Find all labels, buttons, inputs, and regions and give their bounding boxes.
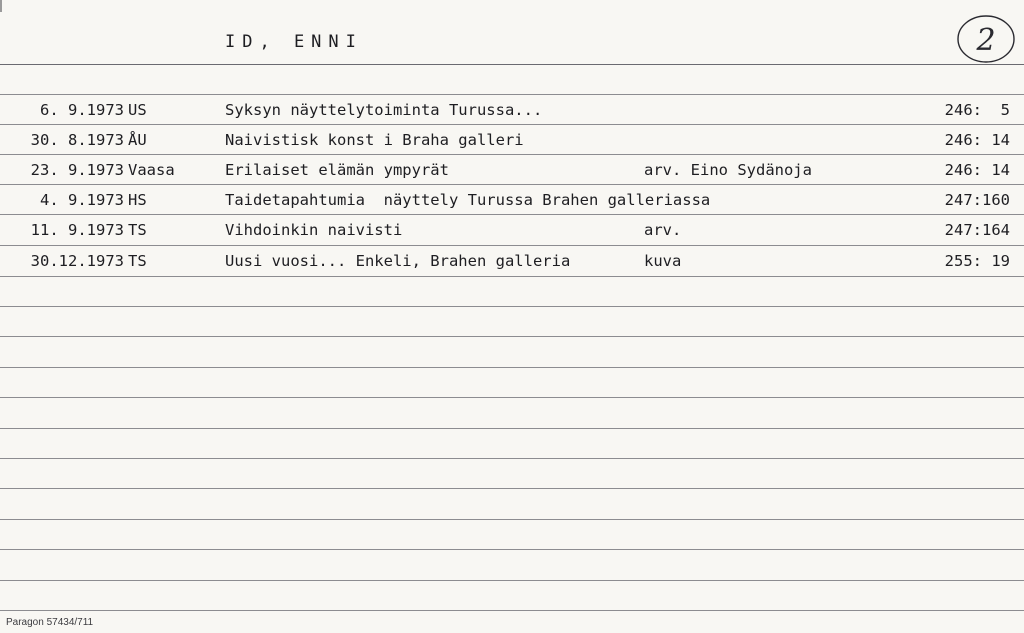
entry-source: Vaasa: [128, 161, 175, 179]
ruled-line: [0, 184, 1024, 185]
entry-title: Vihdoinkin naivisti: [225, 221, 403, 239]
corner-mark: [0, 0, 2, 12]
entry-date: 30. 8.1973: [30, 131, 124, 149]
entry-row: [0, 96, 1024, 124]
entry-row: [0, 126, 1024, 154]
ruled-line: [0, 276, 1024, 277]
entry-note: arv. Eino Sydänoja: [644, 161, 812, 179]
ruled-line: [0, 397, 1024, 398]
entry-row: [0, 216, 1024, 244]
entry-source: TS: [128, 252, 147, 270]
entry-title: Erilaiset elämän ympyrät: [225, 161, 449, 179]
entry-ref: 247:164: [944, 221, 1010, 239]
entry-title: Naivistisk konst i Braha galleri: [225, 131, 524, 149]
entry-ref: 246: 5: [944, 101, 1010, 119]
ruled-line: [0, 488, 1024, 489]
entry-date: 6. 9.1973: [40, 101, 124, 119]
entry-ref: 246: 14: [944, 161, 1010, 179]
entry-note: kuva: [644, 252, 682, 270]
entry-ref: 247:160: [944, 191, 1010, 209]
ruled-line: [0, 367, 1024, 368]
ruled-line: [0, 124, 1024, 125]
entry-date: 23. 9.1973: [30, 161, 124, 179]
entry-title: Uusi vuosi... Enkeli, Brahen galleria: [225, 252, 571, 270]
ruled-line: [0, 549, 1024, 550]
entry-source: HS: [128, 191, 147, 209]
entry-note: arv.: [644, 221, 682, 239]
entry-ref: 255: 19: [944, 252, 1010, 270]
entry-row: [0, 156, 1024, 184]
header-rule: [0, 64, 1024, 65]
entry-title: Taidetapahtumia näyttely Turussa Brahen galleriassa: [225, 191, 711, 209]
ruled-line: [0, 458, 1024, 459]
entry-date: 4. 9.1973: [40, 191, 124, 209]
ruled-line: [0, 214, 1024, 215]
ruled-line: [0, 336, 1024, 337]
entry-row: [0, 247, 1024, 275]
ruled-line: [0, 94, 1024, 95]
ruled-line: [0, 580, 1024, 581]
entry-title: Syksyn näyttelytoiminta Turussa...: [225, 101, 543, 119]
page-number-circle: [956, 12, 1016, 64]
card-header-name: ID, ENNI: [225, 32, 363, 52]
ruled-line: [0, 519, 1024, 520]
ruled-line: [0, 245, 1024, 246]
entry-source: TS: [128, 221, 147, 239]
ruled-line: [0, 306, 1024, 307]
page-number-mark: 2: [976, 23, 996, 58]
entry-ref: 246: 14: [944, 131, 1010, 149]
ruled-line: [0, 428, 1024, 429]
ruled-line: [0, 610, 1024, 611]
entry-date: 11. 9.1973: [30, 221, 124, 239]
entry-source: ÅU: [128, 131, 147, 149]
entry-date: 30.12.1973: [30, 252, 124, 270]
entry-row: [0, 186, 1024, 214]
ruled-line: [0, 154, 1024, 155]
entry-source: US: [128, 101, 147, 119]
card-footer-print: Paragon 57434/711: [6, 617, 94, 628]
